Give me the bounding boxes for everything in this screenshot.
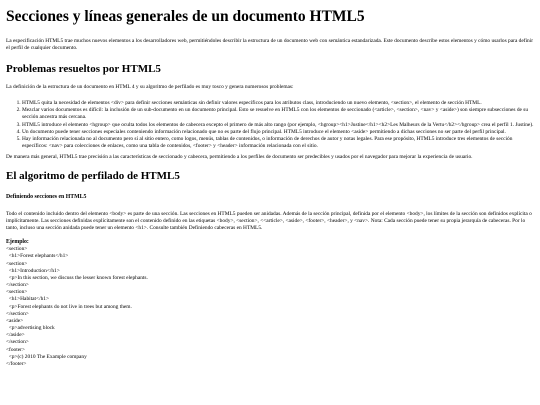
example-label: Ejemplo: [6, 239, 29, 246]
list-item: 5. Hay información relacionada no al documento pero sí al sitio entero, como logos, menús, tablas de contenidos, o información de derechos de autor y notas legales. Para ese propósito, HTML5 introduce tres elementos de sección específicos: <nav> para colecciones de enlaces, como una tabla de contenidos, <footer> y <header> información relacionada con el sitio. [22, 136, 534, 150]
page-title: Secciones y líneas generales de un documento HTML5 [6, 8, 365, 25]
list-item: 1. HTML5 quita la necesidad de elementos <div> para definir secciones semánticas sin definir valores específicos para los atributos class, introduciendo un nuevo elemento, <section>, el elemento de sección HTML. [22, 100, 534, 107]
list-item: 3. HTML5 introduce el elemento <hgroup> que oculta todos los elementos de cabecera excepto el primero de más alto rango (por ejemplo, <hgroup><h1>Justine</h1><h2>Les Malheurs de la Vertu</h2></hgroup> crea el perfil 1. Justine). [22, 122, 534, 129]
defining-sections-paragraph: Todo el contenido incluido dentro del elemento <body> es parte de una sección. Las secciones en HTML5 pueden ser anidadas. Además de la sección principal, definida por el elemento <body>, los límites de la sección son definidos explícita o implícitamente. Las secciones definidas explícitamente son el contenido definido en las etiquetas <body>, <section>, <<article>, <aside>, <footer>, <header>, y <nav>. Nota: Cada sección puede tener su propia jerarquía de cabeceras. Por lo tanto, incluso una sección anidada puede tener un elemento <h1>. Consulte también Definiendo cabeceras en HTML5. [6, 211, 532, 232]
example-code-block: <section> <h1>Forest elephants</h1> <section> <h1>Introduction</h1> <p>In this section, we discuss the lesser known forest elephants. </section> <section> <h1>Habitat</h1> <p>Forest elephants do not live in trees but among them. </section> <aside> <p>advertising block </aside> </section> <footer> <p>(c) 2010 The Example company </footer> [6, 246, 148, 367]
list-item: 2. Mezclar varios documentos es difícil: la inclusión de un sub-documento en un documento principal. Esto se resuelve en HTML5 con los elementos de seccionado (<article>, <section>, <nav> y <aside>) son siempre subsecciones de su sección ancestra más cercana. [22, 107, 534, 121]
subsection-heading-defining-sections: Definiendo secciones en HTML5 [6, 194, 87, 201]
list-item: 4. Un documento puede tener secciones especiales conteniendo información relacionado que no es parte del flujo principal. HTML5 introduce el elemento <aside> permitiendo a dichas secciones no ser parte del perfil principal. [22, 129, 534, 136]
problems-lead-paragraph: La definición de la estructura de un documento en HTML 4 y su algoritmo de perfilado es muy tosco y genera numerosos problemas: [6, 84, 294, 91]
problems-closing-paragraph: De manera más general, HTML5 trae precisión a las características de seccionado y cabecera, permitiendo a los perfiles de documento ser predecibles y usados por el navegador para mejorar la experiencia de usuario. [6, 153, 473, 160]
section-heading-problems: Problemas resueltos por HTML5 [6, 63, 161, 76]
intro-paragraph: La especificación HTML5 trae muchos nuevos elementos a los desarrolladores web, permitiéndoles describir la estructura de un documento web con semántica estandarizada. Este documento describe estos elementos y cómo usarlos para definir el perfil de cualquier documento. [6, 38, 534, 52]
problems-list [6, 100, 534, 150]
section-heading-algorithm: El algoritmo de perfilado de HTML5 [6, 170, 180, 183]
